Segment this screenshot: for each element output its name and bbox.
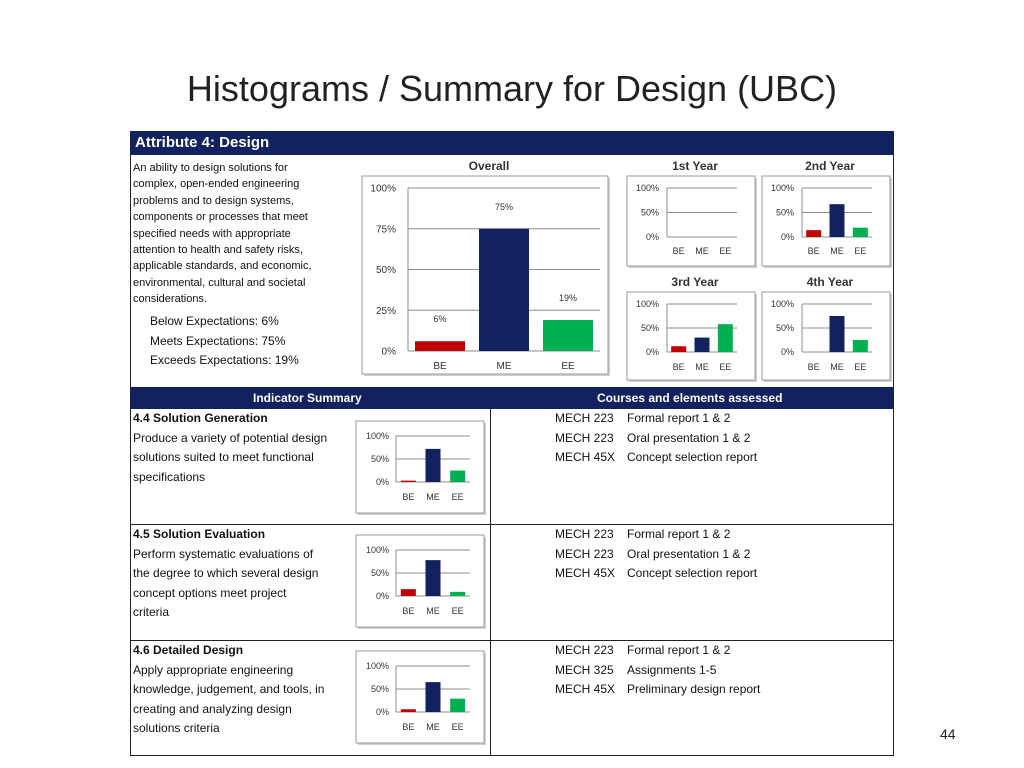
description-line: specified needs with appropriate [133, 227, 291, 240]
bar-ee [450, 592, 465, 596]
indicator-4-6-courses [555, 641, 760, 700]
category-label: EE [561, 361, 575, 372]
chart-title: 1st Year [672, 159, 718, 173]
attribute-header: Attribute 4: Design [130, 131, 894, 155]
y-tick-label: 0% [645, 347, 659, 358]
y-tick-label: 100% [365, 431, 389, 442]
course-code: MECH 325 [555, 662, 614, 677]
indicator-title: 4.4 Solution Generation [133, 411, 268, 425]
y-tick-label: 100% [635, 183, 659, 194]
column-divider [490, 409, 491, 756]
category-label: EE [719, 362, 732, 372]
course-code: MECH 223 [555, 546, 614, 561]
page-title: Histograms / Summary for Design (UBC) [186, 68, 838, 109]
category-label: EE [451, 722, 464, 732]
bar-me [479, 229, 529, 351]
y-tick-label: 50% [370, 568, 389, 579]
y-tick-label: 0% [780, 232, 794, 243]
category-label: EE [854, 362, 867, 372]
category-label: BE [433, 361, 447, 372]
data-label: 19% [558, 293, 578, 304]
bar-be [415, 341, 465, 351]
indicator-4-5-courses [555, 525, 757, 584]
bar-me [426, 560, 441, 596]
description-line: attention to health and safety risks, [133, 244, 303, 257]
course-element: Oral presentation 1 & 2 [627, 546, 751, 561]
category-label: EE [451, 606, 464, 616]
indicator-4-4-chart [356, 421, 484, 513]
indicator-4-6-chart [356, 651, 484, 743]
y-tick-label: 100% [365, 545, 389, 556]
category-label: BE [402, 492, 415, 502]
course-element: Assignments 1-5 [627, 662, 717, 677]
category-label: BE [672, 246, 685, 256]
description-line: considerations. [133, 293, 207, 306]
y-tick-label: 50% [775, 323, 794, 334]
course-element: Formal report 1 & 2 [627, 411, 731, 425]
bar-ee [450, 471, 465, 483]
course-row [555, 680, 760, 700]
bar-me [695, 338, 710, 352]
course-row [555, 545, 757, 565]
year3-chart [625, 274, 757, 382]
category-label: ME [426, 606, 440, 616]
y-tick-label: 50% [370, 684, 389, 695]
bar-ee [450, 699, 465, 712]
description-line: environmental, cultural and societal [133, 276, 306, 289]
course-code: MECH 45X [555, 450, 616, 464]
course-row [555, 661, 760, 681]
meets-expectations: Meets Expectations: 75% [150, 333, 286, 348]
bar-me [830, 204, 845, 237]
chart-title: 2nd Year [805, 159, 855, 173]
category-label: BE [672, 362, 685, 372]
bar-ee [853, 340, 868, 352]
year1-chart [625, 158, 757, 268]
course-code: MECH 45X [555, 566, 616, 580]
course-element: Oral presentation 1 & 2 [627, 430, 751, 445]
course-code: MECH 45X [555, 682, 616, 696]
indicator-line: the degree to which several design [133, 566, 319, 580]
description-line: complex, open-ended engineering [133, 178, 300, 191]
indicator-line: solutions suited to meet functional [133, 450, 314, 464]
y-tick-label: 50% [370, 454, 389, 465]
chart-title: 4th Year [806, 275, 854, 289]
category-label: ME [830, 362, 844, 372]
indicator-line: specifications [133, 469, 206, 484]
bar-me [426, 449, 441, 482]
indicator-line: knowledge, judgement, and tools, in [133, 682, 325, 696]
indicator-line: Apply appropriate engineering [133, 662, 294, 677]
y-tick-label: 0% [780, 347, 794, 358]
indicator-line: Produce a variety of potential design [133, 430, 328, 445]
y-tick-label: 100% [770, 299, 794, 310]
bar-be [401, 709, 416, 712]
y-tick-label: 100% [635, 299, 659, 310]
slide-number: 44 [940, 726, 956, 742]
y-tick-label: 50% [775, 207, 794, 218]
category-label: ME [426, 492, 440, 502]
course-code: MECH 223 [555, 643, 614, 657]
course-element: Preliminary design report [627, 682, 761, 696]
y-tick-label: 0% [381, 346, 396, 358]
courses-heading: Courses and elements assessed [597, 391, 783, 405]
description-line: components or processes that meet [133, 211, 308, 224]
category-label: ME [426, 722, 440, 732]
category-label: ME [830, 246, 844, 256]
indicator-title: 4.5 Solution Evaluation [133, 527, 266, 541]
y-tick-label: 100% [770, 183, 794, 194]
course-row [555, 448, 757, 468]
y-tick-label: 0% [375, 477, 389, 488]
course-row [555, 409, 757, 429]
y-tick-label: 50% [375, 265, 396, 276]
course-row [555, 525, 757, 545]
indicator-4-6 [133, 641, 358, 739]
category-label: EE [719, 246, 732, 256]
indicator-4-5-chart [356, 535, 484, 627]
bar-be [401, 589, 416, 596]
y-tick-label: 0% [645, 232, 659, 243]
y-tick-label: 25% [375, 305, 396, 317]
course-element: Concept selection report [627, 450, 758, 464]
indicator-line: solutions criteria [133, 721, 220, 735]
y-tick-label: 0% [375, 707, 389, 718]
bar-be [671, 346, 686, 352]
summary-header [130, 387, 894, 409]
overall-chart [360, 158, 610, 376]
indicator-title: 4.6 Detailed Design [133, 643, 244, 657]
course-row [555, 429, 757, 449]
y-tick-label: 50% [640, 323, 659, 334]
indicator-4-4 [133, 409, 358, 487]
course-element: Formal report 1 & 2 [627, 527, 731, 541]
bar-ee [543, 320, 593, 351]
category-label: EE [854, 246, 867, 256]
exceeds-expectations: Exceeds Expectations: 19% [150, 353, 299, 367]
course-code: MECH 223 [555, 411, 614, 425]
bar-ee [718, 324, 733, 352]
chart-title: Overall [468, 159, 510, 173]
y-tick-label: 100% [370, 183, 396, 195]
category-label: ME [496, 361, 512, 372]
description-line: problems and to design systems, [133, 194, 294, 207]
indicator-line: Perform systematic evaluations of [133, 546, 314, 561]
category-label: BE [807, 246, 820, 256]
category-label: ME [695, 362, 709, 372]
y-tick-label: 75% [375, 224, 396, 236]
chart-title: 3rd Year [671, 275, 719, 289]
attribute-description [133, 160, 353, 308]
category-label: EE [451, 492, 464, 502]
course-element: Concept selection report [627, 566, 758, 580]
y-tick-label: 50% [640, 207, 659, 218]
bar-me [426, 682, 441, 712]
course-code: MECH 223 [555, 430, 614, 445]
category-label: ME [695, 246, 709, 256]
category-label: BE [807, 362, 820, 372]
bar-ee [853, 228, 868, 237]
data-label: 6% [433, 314, 447, 325]
y-tick-label: 0% [375, 591, 389, 602]
indicator-4-5 [133, 525, 358, 623]
category-label: BE [402, 606, 415, 616]
bar-be [806, 230, 821, 237]
data-label: 75% [494, 201, 514, 212]
description-line: applicable standards, and economic, [133, 260, 312, 273]
category-label: BE [402, 722, 415, 732]
expectations-summary [150, 312, 299, 371]
course-code: MECH 223 [555, 527, 614, 541]
bar-be [401, 481, 416, 482]
indicator-line: criteria [133, 605, 170, 619]
bar-me [830, 316, 845, 352]
y-tick-label: 100% [365, 661, 389, 672]
course-row [555, 564, 757, 584]
indicator-4-4-courses [555, 409, 757, 468]
year4-chart [760, 274, 892, 382]
description-line: An ability to design solutions for [133, 162, 288, 174]
below-expectations: Below Expectations: 6% [150, 314, 279, 328]
indicator-summary-heading: Indicator Summary [253, 391, 362, 405]
indicator-line: concept options meet project [133, 585, 287, 600]
indicator-line: creating and analyzing design [133, 701, 292, 716]
course-element: Formal report 1 & 2 [627, 643, 731, 657]
course-row [555, 641, 760, 661]
year2-chart [760, 158, 892, 268]
